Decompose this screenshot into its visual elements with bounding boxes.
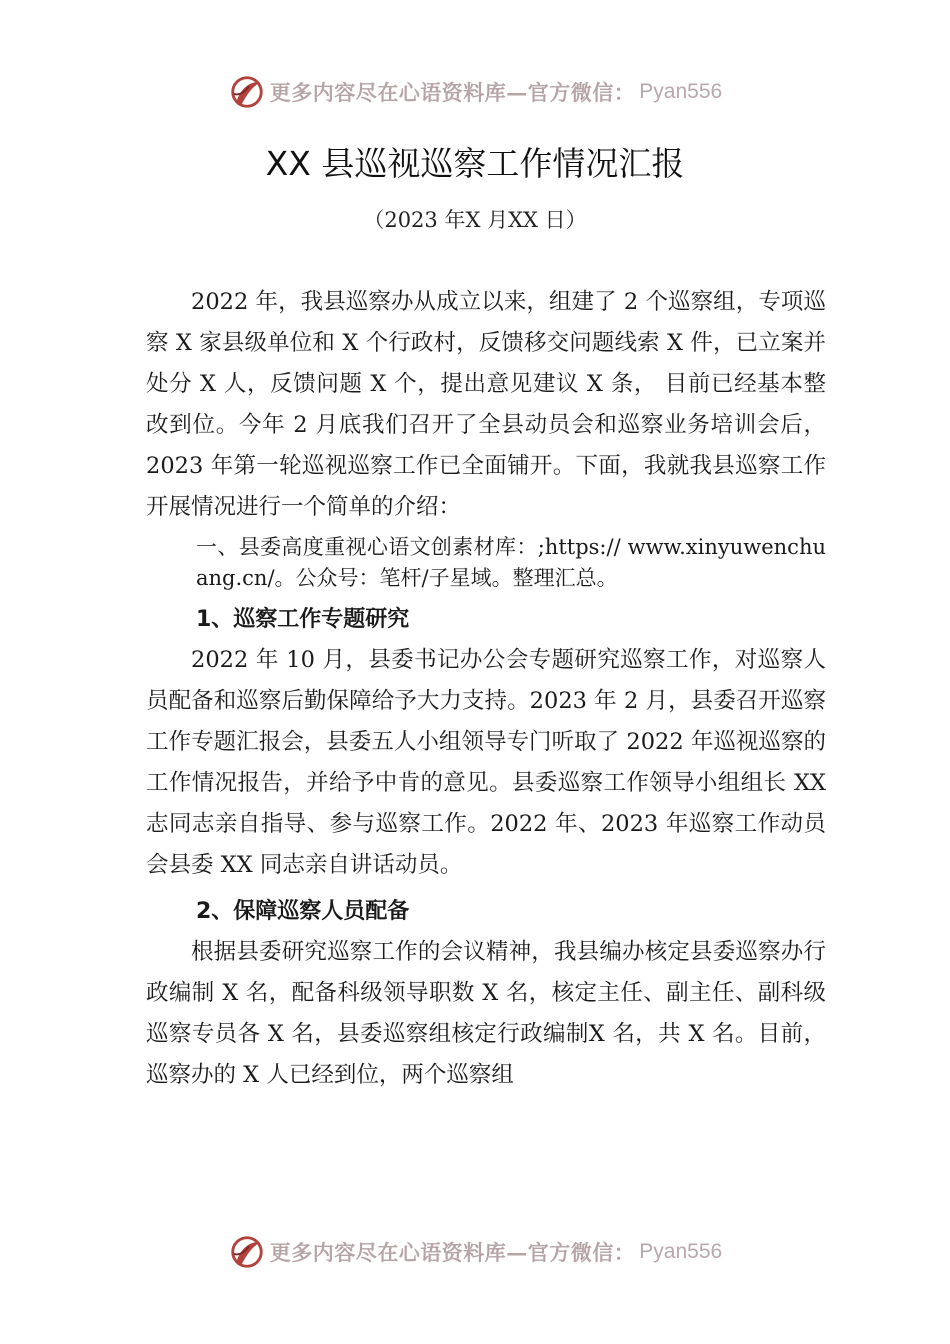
xinyu-logo-icon xyxy=(228,73,266,111)
document-date: （2023 年X 月XX 日） xyxy=(363,208,587,232)
banner-text: 更多内容尽在心语资料库—官方微信： xyxy=(269,1240,636,1265)
intro-paragraph: 2022 年，我县巡察办从成立以来，组建了 2 个巡察组，专项巡察 X 家县级单位和 X 个行政村，反馈移交问题线索 X 件，已立案并处分 X 人，反馈问题 X 个，提出意见建议 X 条， 目前已经基本整改到位。今年 2 月底我们召开了全县动员会和巡察业务培训会后，2023 年第一轮巡视巡察工作已全面铺开。下面，我就我县巡察工作开展情况进行一个简单的介绍： xyxy=(146,289,826,520)
xinyu-logo-icon xyxy=(228,1233,266,1271)
banner-text: 更多内容尽在心语资料库—官方微信： xyxy=(269,80,636,105)
footer-watermark-banner xyxy=(0,1232,950,1272)
document-title: XX 县巡视巡察工作情况汇报 xyxy=(265,144,685,183)
subheading-1: 1、巡察工作专题研究 xyxy=(196,607,410,632)
paragraph-2: 根据县委研究巡察工作的会议精神，我县编办核定县委巡察办行政编制 X 名，配备科级领导职数 X 名，核定主任、副主任、副科级巡察专员各 X 名，县委巡察组核定行政编制X 名，共 X 名。目前，巡察办的 X 人已经到位，两个巡察组 xyxy=(146,939,826,1088)
banner-wechat-id: Pyan556 xyxy=(639,80,723,103)
banner-wechat-id: Pyan556 xyxy=(639,1240,723,1263)
section-heading-1: 一、县委高度重视心语文创素材库：;https:// www.xinyuwenchuang.cn/。公众号：笔杆/子星域。整理汇总。 xyxy=(196,535,826,590)
paragraph-1: 2022 年 10 月，县委书记办公会专题研究巡察工作，对巡察人员配备和巡察后勤保障给予大力支持。2023 年 2 月，县委召开巡察工作专题汇报会，县委五人小组领导专门听取了 2022 年巡视巡察的工作情况报告，并给予中肯的意见。县委巡察工作领导小组组长 XX 志同志亲自指导、参与巡察工作。2022 年、2023 年巡察工作动员会县委 XX 同志亲自讲话动员。 xyxy=(146,647,826,878)
document-body xyxy=(146,282,826,1096)
subheading-2: 2、保障巡察人员配备 xyxy=(196,899,410,924)
header-watermark-banner xyxy=(0,72,950,112)
